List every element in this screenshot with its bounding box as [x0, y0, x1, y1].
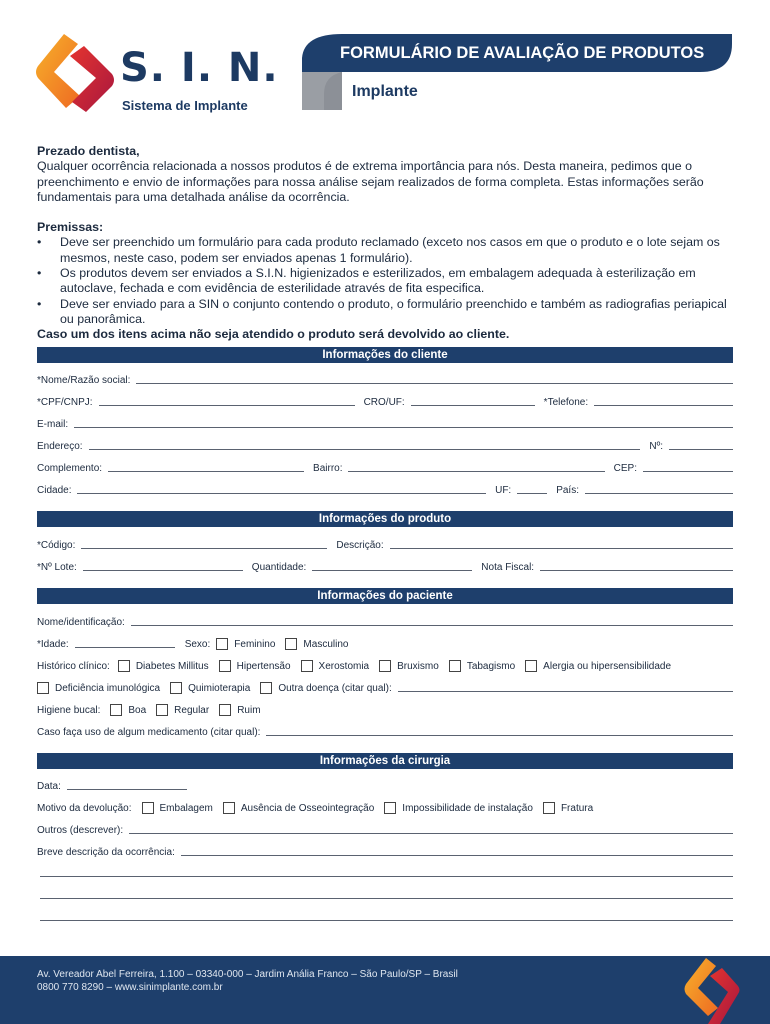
fratura-checkbox[interactable]: [543, 802, 555, 814]
brand-subtitle: Sistema de Implante: [122, 98, 248, 113]
outra-doenca-field[interactable]: [398, 691, 733, 692]
brief-row: [37, 845, 733, 859]
section-surgery-header: Informações da cirurgia: [37, 753, 733, 769]
quimioterapia-checkbox[interactable]: [170, 682, 182, 694]
bruxismo-label: Bruxismo: [397, 661, 439, 672]
bruxismo-checkbox[interactable]: [379, 660, 391, 672]
cep-label: CEP:: [613, 463, 637, 474]
brief-extra-line[interactable]: [40, 898, 733, 899]
history-label: Histórico clínico:: [37, 661, 110, 672]
ruim-label: Ruim: [237, 705, 261, 716]
complement-row: [37, 461, 733, 475]
quantity-field[interactable]: [312, 570, 472, 571]
section-product-header: Informações do produto: [37, 511, 733, 527]
district-field[interactable]: [348, 471, 604, 472]
intro-paragraph: Qualquer ocorrência relacionada a nossos produtos é de extrema importância para nós. Desta maneira, pedimos que o preenchimento e envio de informações para nossa análise sejam realizados de forma completa. Estas informações serão fundamentais para uma detalhada análise da ocorrência.: [37, 159, 704, 204]
email-field[interactable]: [74, 427, 733, 428]
premise-item: • Deve ser preenchido um formulário para cada produto reclamado (exceto nos casos em que o produto e o lote sejam os mesmos, neste caso, podem ser enviados apenas 1 formulário).: [37, 235, 734, 266]
uf-label: UF:: [495, 485, 512, 496]
instalacao-label: Impossibilidade de instalação: [402, 803, 533, 814]
intro-text: [37, 144, 734, 343]
quimioterapia-label: Quimioterapia: [188, 683, 251, 694]
form-title: FORMULÁRIO DE AVALIAÇÃO DE PRODUTOS: [340, 44, 705, 62]
client-name-field[interactable]: [136, 383, 733, 384]
invoice-field[interactable]: [540, 570, 733, 571]
premises-title: Premissas:: [37, 220, 104, 235]
regular-checkbox[interactable]: [156, 704, 168, 716]
others-label: Outros (descrever):: [37, 825, 124, 836]
deficiencia-checkbox[interactable]: [37, 682, 49, 694]
product-code-row: [37, 538, 733, 552]
footer-address: Av. Vereador Abel Ferreira, 1.100 – 03340-000 – Jardim Anália Franco – São Paulo/SP – Brasil: [37, 969, 458, 980]
osseointegracao-label: Ausência de Osseointegração: [240, 803, 375, 814]
xerostomia-checkbox[interactable]: [301, 660, 313, 672]
fratura-label: Fratura: [560, 803, 594, 814]
deficiencia-label: Deficiência imunológica: [55, 683, 161, 694]
city-field[interactable]: [77, 493, 486, 494]
number-label: Nº:: [649, 441, 663, 452]
cpf-field[interactable]: [99, 405, 355, 406]
lot-label: *Nº Lote:: [37, 562, 77, 573]
masculino-checkbox[interactable]: [285, 638, 297, 650]
medication-field[interactable]: [266, 735, 733, 736]
country-field[interactable]: [585, 493, 733, 494]
brief-extra-line[interactable]: [40, 920, 733, 921]
boa-label: Boa: [128, 705, 147, 716]
code-label: *Código:: [37, 540, 76, 551]
complement-field[interactable]: [108, 471, 304, 472]
hipertensao-checkbox[interactable]: [219, 660, 231, 672]
city-label: Cidade:: [37, 485, 72, 496]
age-field[interactable]: [75, 647, 175, 648]
footer-logo-icon: [680, 954, 740, 1024]
hygiene-row: [37, 703, 733, 717]
cro-field[interactable]: [411, 405, 535, 406]
code-field[interactable]: [81, 548, 327, 549]
client-doc-row: [37, 395, 733, 409]
feminino-label: Feminino: [234, 639, 276, 650]
others-field[interactable]: [129, 833, 733, 834]
sex-label: Sexo:: [184, 639, 211, 650]
complement-label: Complemento:: [37, 463, 103, 474]
history-row-2: [37, 681, 733, 695]
address-field[interactable]: [89, 449, 641, 450]
reason-row: [37, 801, 733, 815]
alergia-label: Alergia ou hipersensibilidade: [543, 661, 672, 672]
email-row: [37, 417, 733, 431]
client-name-label: *Nome/Razão social:: [37, 375, 131, 386]
brief-extra-line[interactable]: [40, 876, 733, 877]
medication-row: [37, 725, 733, 739]
outra-doenca-label: Outra doença (citar qual):: [278, 683, 392, 694]
description-field[interactable]: [390, 548, 733, 549]
email-label: E-mail:: [37, 419, 69, 430]
hipertensao-label: Hipertensão: [236, 661, 291, 672]
footer-contact: 0800 770 8290 – www.sinimplante.com.br: [37, 982, 223, 993]
tabagismo-label: Tabagismo: [466, 661, 516, 672]
brief-label: Breve descrição da ocorrência:: [37, 847, 175, 858]
boa-checkbox[interactable]: [110, 704, 122, 716]
lot-field[interactable]: [83, 570, 243, 571]
greeting: Prezado dentista,: [37, 144, 140, 158]
patient-name-label: Nome/identificação:: [37, 617, 125, 628]
district-label: Bairro:: [313, 463, 343, 474]
cro-label: CRO/UF:: [363, 397, 405, 408]
phone-field[interactable]: [594, 405, 733, 406]
city-row: [37, 483, 733, 497]
cep-field[interactable]: [643, 471, 733, 472]
section-client-header: Informações do cliente: [37, 347, 733, 363]
quantity-label: Quantidade:: [251, 562, 307, 573]
country-label: País:: [556, 485, 579, 496]
others-row: [37, 823, 733, 837]
client-name-row: [37, 373, 733, 387]
instalacao-checkbox[interactable]: [384, 802, 396, 814]
age-label: *Idade:: [37, 639, 69, 650]
uf-field[interactable]: [517, 493, 547, 494]
address-row: [37, 439, 733, 453]
premise-item: • Deve ser enviado para a SIN o conjunto contendo o produto, o formulário preenchido e também as radiografias periapical ou panorâmica.: [37, 297, 734, 328]
regular-label: Regular: [174, 705, 210, 716]
diabetes-label: Diabetes Millitus: [135, 661, 209, 672]
brand-name: S. I. N.: [120, 45, 279, 91]
age-sex-row: [37, 637, 733, 651]
cpf-label: *CPF/CNPJ:: [37, 397, 93, 408]
masculino-label: Masculino: [303, 639, 349, 650]
invoice-label: Nota Fiscal:: [481, 562, 535, 573]
date-row: [37, 779, 733, 793]
form-subtitle: Implante: [352, 83, 418, 100]
osseointegracao-checkbox[interactable]: [223, 802, 235, 814]
hygiene-label: Higiene bucal:: [37, 705, 101, 716]
alergia-checkbox[interactable]: [525, 660, 537, 672]
section-patient-header: Informações do paciente: [37, 588, 733, 604]
xerostomia-label: Xerostomia: [318, 661, 370, 672]
address-label: Endereço:: [37, 441, 83, 452]
patient-name-field[interactable]: [131, 625, 733, 626]
outra-doenca-checkbox[interactable]: [260, 682, 272, 694]
number-field[interactable]: [669, 449, 733, 450]
description-label: Descrição:: [336, 540, 384, 551]
date-label: Data:: [37, 781, 61, 792]
phone-label: *Telefone:: [543, 397, 589, 408]
medication-label: Caso faça uso de algum medicamento (citar qual):: [37, 727, 261, 738]
warning-text: Caso um dos itens acima não seja atendido o produto será devolvido ao cliente.: [37, 327, 510, 342]
reason-label: Motivo da devolução:: [37, 803, 132, 814]
ruim-checkbox[interactable]: [219, 704, 231, 716]
embalagem-label: Embalagem: [159, 803, 213, 814]
premise-item: • Os produtos devem ser enviados a S.I.N. higienizados e esterilizados, em embalagem adequada à esterilização em autoclave, fechada e com evidência de esterilidade através de fita especifica.: [37, 266, 734, 297]
diabetes-checkbox[interactable]: [118, 660, 130, 672]
date-field[interactable]: [67, 789, 187, 790]
tabagismo-checkbox[interactable]: [449, 660, 461, 672]
premises-list: [37, 235, 734, 327]
embalagem-checkbox[interactable]: [142, 802, 154, 814]
patient-name-row: [37, 615, 733, 629]
product-lot-row: [37, 560, 733, 574]
feminino-checkbox[interactable]: [216, 638, 228, 650]
brief-field[interactable]: [181, 855, 733, 856]
history-row: [37, 659, 733, 673]
